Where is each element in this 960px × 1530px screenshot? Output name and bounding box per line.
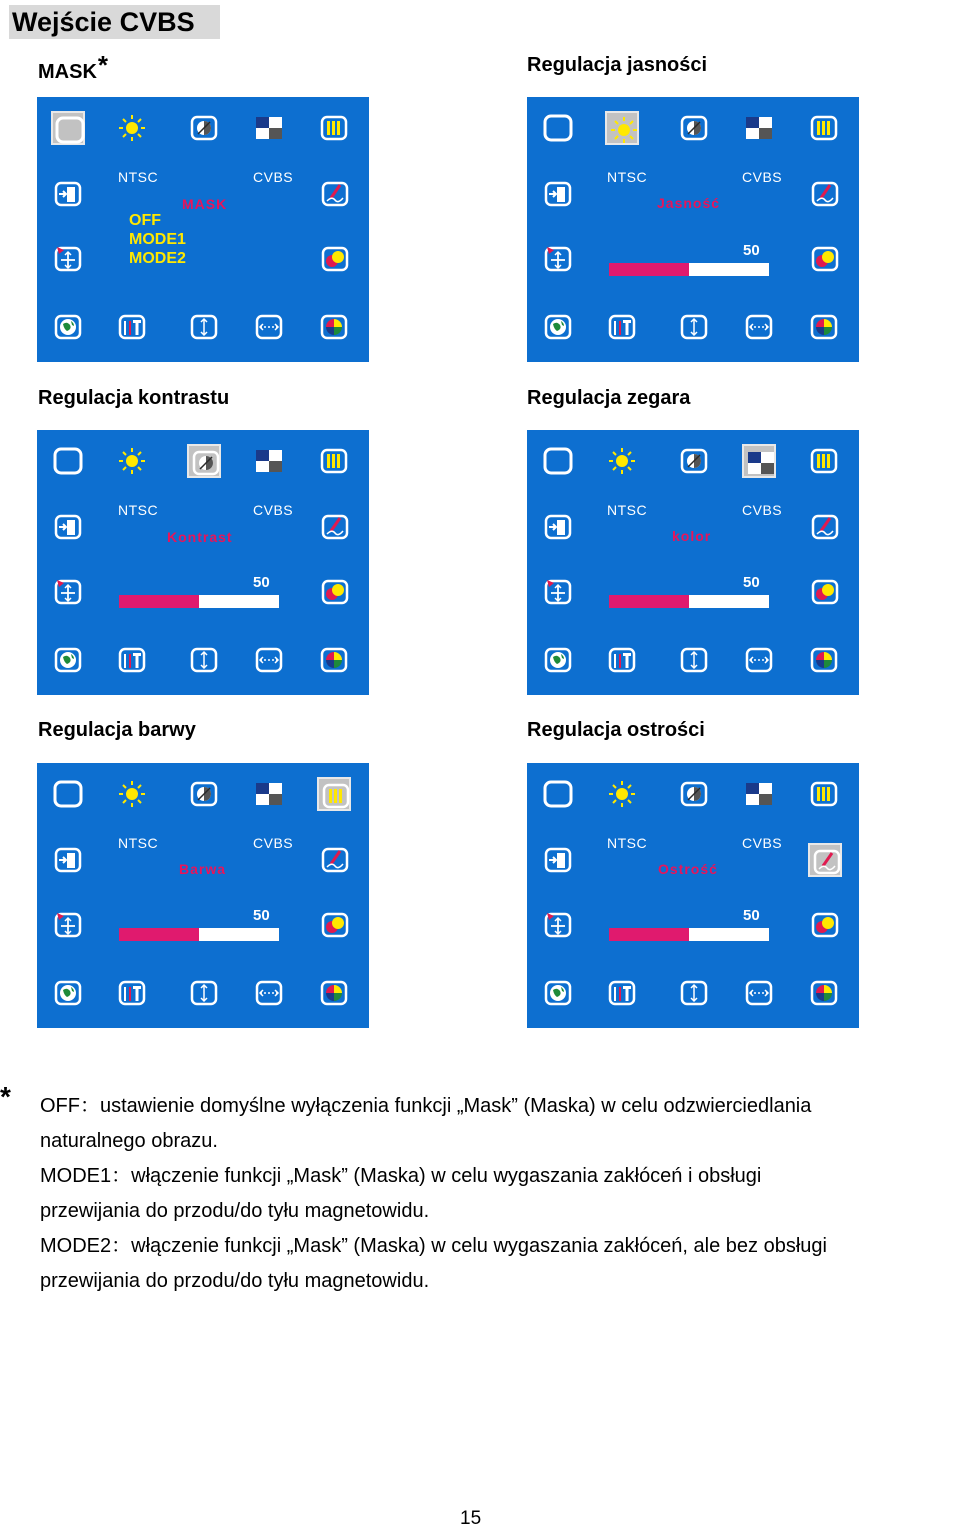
contrast-icon[interactable]	[677, 111, 711, 145]
brightness-sun-icon[interactable]	[605, 444, 639, 478]
vertical-size-icon[interactable]	[677, 310, 711, 344]
input-label: CVBS	[253, 835, 294, 851]
menu-title: Kontrast	[167, 529, 233, 545]
input-label: CVBS	[742, 169, 783, 185]
level-bar-fill	[119, 928, 199, 941]
note-line: MODE1：włączenie funkcji „Mask” (Maska) w celu wygaszania zakłóceń i obsługi	[40, 1165, 762, 1187]
vertical-size-icon[interactable]	[677, 976, 711, 1010]
exit-door-icon[interactable]	[541, 177, 575, 211]
color-balls-icon[interactable]	[808, 242, 842, 276]
vertical-size-icon[interactable]	[187, 310, 221, 344]
language-globe-icon[interactable]	[51, 976, 85, 1010]
language-globe-icon[interactable]	[541, 976, 575, 1010]
color-balls-icon[interactable]	[808, 575, 842, 609]
color-wheel-icon[interactable]	[317, 310, 351, 344]
color-bars-icon[interactable]	[317, 444, 351, 478]
color-balls-icon[interactable]	[318, 908, 352, 942]
menu-title: Barwa	[179, 861, 227, 877]
note-line: MODE2：włączenie funkcji „Mask” (Maska) w celu wygaszania zakłóceń, ale bez obsługi	[40, 1235, 827, 1257]
position-arrows-icon[interactable]	[51, 575, 85, 609]
color-bars-icon[interactable]	[807, 111, 841, 145]
sharpness-pen-icon[interactable]	[318, 843, 352, 877]
color-balls-icon[interactable]	[318, 242, 352, 276]
input-label: CVBS	[742, 502, 783, 518]
tools-icon[interactable]	[115, 976, 149, 1010]
color-wheel-icon[interactable]	[317, 643, 351, 677]
position-arrows-icon[interactable]	[541, 575, 575, 609]
osd-screen-sharpness	[527, 763, 859, 1028]
contrast-icon[interactable]	[677, 777, 711, 811]
note-line: przewijania do przodu/do tyłu magnetowidu.	[40, 1200, 430, 1222]
sharpness-pen-icon[interactable]	[318, 177, 352, 211]
level-bar[interactable]	[609, 263, 769, 276]
signal-label: NTSC	[607, 835, 648, 851]
clock-phase-icon[interactable]	[742, 111, 776, 145]
clock-phase-icon[interactable]	[742, 444, 776, 478]
footnote-star: *	[97, 50, 109, 80]
language-globe-icon[interactable]	[51, 310, 85, 344]
contrast-icon[interactable]	[187, 444, 221, 478]
level-bar-fill	[609, 263, 689, 276]
screen-icon[interactable]	[541, 111, 575, 145]
osd-screen-brightness	[527, 97, 859, 362]
level-value: 50	[743, 907, 760, 924]
caption-hue: Regulacja barwy	[38, 719, 196, 741]
color-wheel-icon[interactable]	[807, 643, 841, 677]
level-value: 50	[253, 574, 270, 591]
clock-phase-icon[interactable]	[252, 111, 286, 145]
menu-option-mode2[interactable]: MODE2	[129, 250, 186, 267]
level-bar-fill	[609, 595, 689, 608]
note-line: przewijania do przodu/do tyłu magnetowidu.	[40, 1270, 430, 1292]
osd-screen-mask	[37, 97, 369, 362]
language-globe-icon[interactable]	[541, 643, 575, 677]
horizontal-size-icon[interactable]	[252, 643, 286, 677]
menu-option-off[interactable]: OFF	[129, 212, 161, 229]
level-bar[interactable]	[119, 595, 279, 608]
caption-clock: Regulacja zegara	[527, 387, 691, 409]
menu-title: kolor	[672, 528, 712, 544]
horizontal-size-icon[interactable]	[742, 643, 776, 677]
contrast-icon[interactable]	[187, 777, 221, 811]
caption-mask: MASK*	[38, 50, 109, 83]
horizontal-size-icon[interactable]	[742, 310, 776, 344]
vertical-size-icon[interactable]	[187, 643, 221, 677]
position-arrows-icon[interactable]	[541, 242, 575, 276]
contrast-icon[interactable]	[677, 444, 711, 478]
signal-label: NTSC	[607, 169, 648, 185]
color-wheel-icon[interactable]	[807, 310, 841, 344]
caption-contrast: Regulacja kontrastu	[38, 387, 230, 409]
sharpness-pen-icon[interactable]	[318, 510, 352, 544]
horizontal-size-icon[interactable]	[252, 310, 286, 344]
color-bars-icon[interactable]	[317, 111, 351, 145]
level-bar[interactable]	[119, 928, 279, 941]
sharpness-pen-icon[interactable]	[808, 510, 842, 544]
vertical-size-icon[interactable]	[677, 643, 711, 677]
level-value: 50	[743, 242, 760, 259]
level-bar-fill	[119, 595, 199, 608]
color-bars-icon[interactable]	[807, 444, 841, 478]
exit-door-icon[interactable]	[51, 177, 85, 211]
language-globe-icon[interactable]	[51, 643, 85, 677]
brightness-sun-icon[interactable]	[115, 111, 149, 145]
sharpness-pen-icon[interactable]	[808, 177, 842, 211]
screen-icon[interactable]	[51, 777, 85, 811]
color-bars-icon[interactable]	[807, 777, 841, 811]
note-line: OFF：ustawienie domyślne wyłączenia funkcji „Mask” (Maska) w celu odzwierciedlania	[40, 1095, 812, 1117]
brightness-sun-icon[interactable]	[605, 777, 639, 811]
input-label: CVBS	[253, 502, 294, 518]
screen-icon[interactable]	[51, 444, 85, 478]
screen-icon[interactable]	[51, 111, 85, 145]
horizontal-size-icon[interactable]	[252, 976, 286, 1010]
signal-label: NTSC	[118, 835, 159, 851]
menu-title: MASK	[182, 196, 228, 212]
clock-phase-icon[interactable]	[252, 444, 286, 478]
caption-sharpness: Regulacja ostrości	[527, 719, 705, 741]
section-title: Wejście CVBS	[12, 7, 195, 37]
tools-icon[interactable]	[605, 643, 639, 677]
menu-title: Ostrość	[658, 861, 718, 877]
color-wheel-icon[interactable]	[317, 976, 351, 1010]
language-globe-icon[interactable]	[541, 310, 575, 344]
level-bar[interactable]	[609, 928, 769, 941]
level-bar[interactable]	[609, 595, 769, 608]
menu-title: Jasność	[657, 195, 721, 211]
brightness-sun-icon[interactable]	[605, 111, 639, 145]
tools-icon[interactable]	[115, 310, 149, 344]
color-balls-icon[interactable]	[808, 908, 842, 942]
color-wheel-icon[interactable]	[807, 976, 841, 1010]
exit-door-icon[interactable]	[51, 843, 85, 877]
sharpness-pen-icon[interactable]	[808, 843, 842, 877]
color-bars-icon[interactable]	[317, 777, 351, 811]
level-value: 50	[743, 574, 760, 591]
signal-label: NTSC	[118, 502, 159, 518]
vertical-size-icon[interactable]	[187, 976, 221, 1010]
brightness-sun-icon[interactable]	[115, 444, 149, 478]
menu-option-mode1[interactable]: MODE1	[129, 231, 186, 248]
osd-screen-hue	[37, 763, 369, 1028]
color-balls-icon[interactable]	[318, 575, 352, 609]
brightness-sun-icon[interactable]	[115, 777, 149, 811]
screen-icon[interactable]	[541, 777, 575, 811]
position-arrows-icon[interactable]	[51, 908, 85, 942]
clock-phase-icon[interactable]	[742, 777, 776, 811]
tools-icon[interactable]	[605, 976, 639, 1010]
footnote-star-marker: *	[0, 1081, 11, 1112]
exit-door-icon[interactable]	[541, 843, 575, 877]
exit-door-icon[interactable]	[51, 510, 85, 544]
signal-label: NTSC	[118, 169, 159, 185]
caption-brightness: Regulacja jasności	[527, 54, 708, 76]
osd-screen-contrast	[37, 430, 369, 695]
screen-icon[interactable]	[541, 444, 575, 478]
position-arrows-icon[interactable]	[51, 242, 85, 276]
osd-screen-clock	[527, 430, 859, 695]
level-bar-fill	[609, 928, 689, 941]
signal-label: NTSC	[607, 502, 648, 518]
tools-icon[interactable]	[605, 310, 639, 344]
input-label: CVBS	[253, 169, 294, 185]
horizontal-size-icon[interactable]	[742, 976, 776, 1010]
level-value: 50	[253, 907, 270, 924]
page-number: 15	[460, 1508, 482, 1529]
input-label: CVBS	[742, 835, 783, 851]
note-line: naturalnego obrazu.	[40, 1130, 218, 1152]
tools-icon[interactable]	[115, 643, 149, 677]
position-arrows-icon[interactable]	[541, 908, 575, 942]
exit-door-icon[interactable]	[541, 510, 575, 544]
contrast-icon[interactable]	[187, 111, 221, 145]
clock-phase-icon[interactable]	[252, 777, 286, 811]
